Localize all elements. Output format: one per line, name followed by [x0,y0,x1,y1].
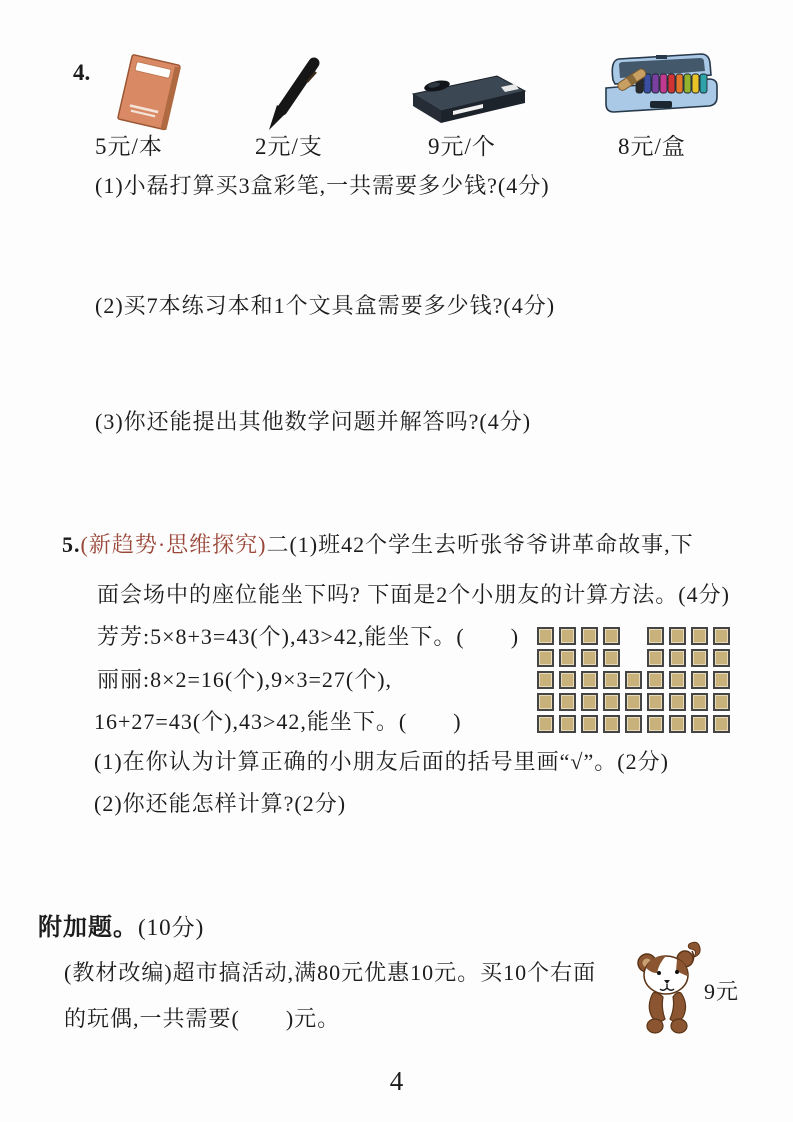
seat-cell [647,627,664,645]
seat-cell [713,671,730,689]
seat-cell [669,649,686,667]
seat-cell [537,671,554,689]
seat-cell [603,649,620,667]
pen-icon [250,48,338,138]
bonus-points: (10分) [138,915,205,940]
seat-cell [581,715,598,733]
question-4-number: 4. [73,60,91,85]
seat-cell [581,693,598,711]
seat-cell [691,649,708,667]
bonus-title [38,913,204,943]
seat-cell [581,671,598,689]
seat-cell [603,715,620,733]
seat-grid [537,627,730,733]
q4-sub3: (3)你还能提出其他数学问题并解答吗?(4分) [95,409,532,434]
seat-cell [603,627,620,645]
notebook-icon [104,54,192,134]
price-marker-box: 8元/盒 [618,134,686,159]
price-pen: 2元/支 [255,134,323,159]
seat-cell [581,627,598,645]
seat-cell [537,627,554,645]
q4-sub1: (1)小磊打算买3盒彩笔,一共需要多少钱?(4分) [95,173,550,198]
seat-cell [669,627,686,645]
q5-intro-text: 二(1)班42个学生去听张爷爷讲革命故事,下 [266,532,694,557]
q4-sub2: (2)买7本练习本和1个文具盒需要多少钱?(4分) [95,293,556,318]
seat-cell [559,671,576,689]
bonus-line2: 的玩偶,一共需要( )元。 [64,1006,341,1031]
bonus-title-text: 附加题。 [38,914,138,941]
q5-sub1: (1)在你认为计算正确的小朋友后面的括号里画“√”。(2分) [94,749,669,774]
seat-cell [691,715,708,733]
seat-cell [537,649,554,667]
teddy-bear-icon [633,936,705,1038]
seat-cell [713,693,730,711]
seat-cell [625,693,642,711]
q5-intro-line1 [62,531,694,559]
seat-cell [669,671,686,689]
q5-fangfang-method: 芳芳:5×8+3=43(个),43>42,能坐下。( ) [97,624,520,649]
seat-cell [603,693,620,711]
seat-cell [537,693,554,711]
seat-cell [647,693,664,711]
seat-cell [559,693,576,711]
toy-price-label: 9元 [704,979,740,1004]
question-5-number: 5. [62,532,81,557]
q5-tag: (新趋势·思维探究) [80,532,267,557]
seat-cell [691,627,708,645]
seat-cell [691,671,708,689]
q5-lili-method-line2: 16+27=43(个),43>42,能坐下。( ) [94,709,462,734]
seat-cell [559,627,576,645]
seat-cell [625,671,642,689]
seat-cell [603,671,620,689]
seat-cell [559,715,576,733]
seat-cell [647,671,664,689]
page-number: 4 [389,1066,404,1096]
bonus-line1: (教材改编)超市搞活动,满80元优惠10元。买10个右面 [64,960,597,985]
seat-cell [581,649,598,667]
marker-box-icon [596,52,724,128]
seat-cell [713,715,730,733]
pencil-case-icon [405,66,529,128]
seat-cell [625,715,642,733]
price-notebook: 5元/本 [95,134,163,159]
q5-intro-line2: 面会场中的座位能坐下吗? 下面是2个小朋友的计算方法。(4分) [97,582,730,607]
seat-cell [713,649,730,667]
q5-lili-method-line1: 丽丽:8×2=16(个),9×3=27(个), [97,667,393,692]
seat-cell [537,715,554,733]
seat-cell [669,715,686,733]
seat-cell [669,693,686,711]
seat-cell [647,649,664,667]
price-pencil-case: 9元/个 [428,134,496,159]
seat-cell [713,627,730,645]
seat-cell [691,693,708,711]
seat-cell [559,649,576,667]
q5-sub2: (2)你还能怎样计算?(2分) [94,791,347,816]
seat-cell [647,715,664,733]
